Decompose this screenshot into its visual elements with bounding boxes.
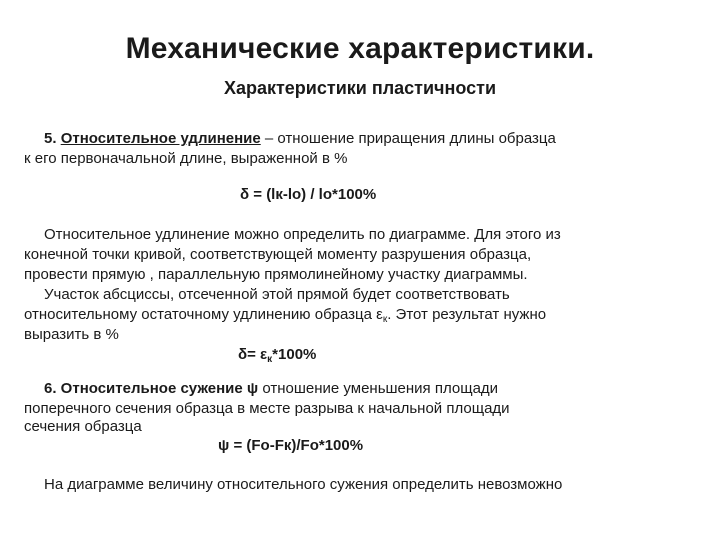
slide-title: Механические характеристики. — [125, 32, 595, 65]
text-fragment: . Этот результат нужно — [387, 306, 547, 323]
section5-heading — [44, 130, 556, 148]
section6-term: 6. Относительное сужение ψ — [44, 380, 259, 397]
text-fragment: δ= ε — [238, 346, 268, 363]
section6-definition-line2: поперечного сечения образца в месте разрыва к начальной площади — [24, 400, 510, 417]
text-fragment: относительному остаточному удлинению образца ε — [24, 306, 383, 323]
section6-definition-line3: сечения образца — [24, 418, 142, 435]
section5-definition: – отношение приращения длины образца — [260, 130, 556, 147]
section5-term: Относительное удлинение — [60, 130, 261, 147]
formula-contraction: ψ = (Fo-Fк)/Fo*100% — [218, 437, 364, 454]
paragraph-line: Участок абсциссы, отсеченной этой прямой будет соответствовать — [44, 286, 510, 303]
paragraph-line: выразить в % — [24, 326, 119, 343]
section5-number: 5. — [44, 130, 61, 147]
section5-definition-line2: к его первоначальной длине, выраженной в % — [24, 150, 348, 167]
subscript: к — [267, 354, 273, 365]
slide-subtitle: Характеристики пластичности — [223, 78, 497, 98]
section6-heading — [44, 380, 498, 398]
formula-residual-elongation — [238, 346, 316, 369]
section6-definition: отношение уменьшения площади — [258, 380, 499, 397]
subscript: к — [382, 314, 388, 325]
paragraph-line: Относительное удлинение можно определить по диаграмме. Для этого из — [44, 226, 561, 243]
formula-elongation: δ = (lк-lo) / lo*100% — [240, 186, 377, 203]
paragraph-line: конечной точки кривой, соответствующей моменту разрушения образца, — [24, 246, 532, 263]
paragraph-line: провести прямую , параллельную прямолинейному участку диаграммы. — [24, 266, 528, 283]
conclusion-text: На диаграмме величину относительного сужения определить невозможно — [44, 476, 563, 493]
text-fragment: *100% — [272, 346, 317, 363]
